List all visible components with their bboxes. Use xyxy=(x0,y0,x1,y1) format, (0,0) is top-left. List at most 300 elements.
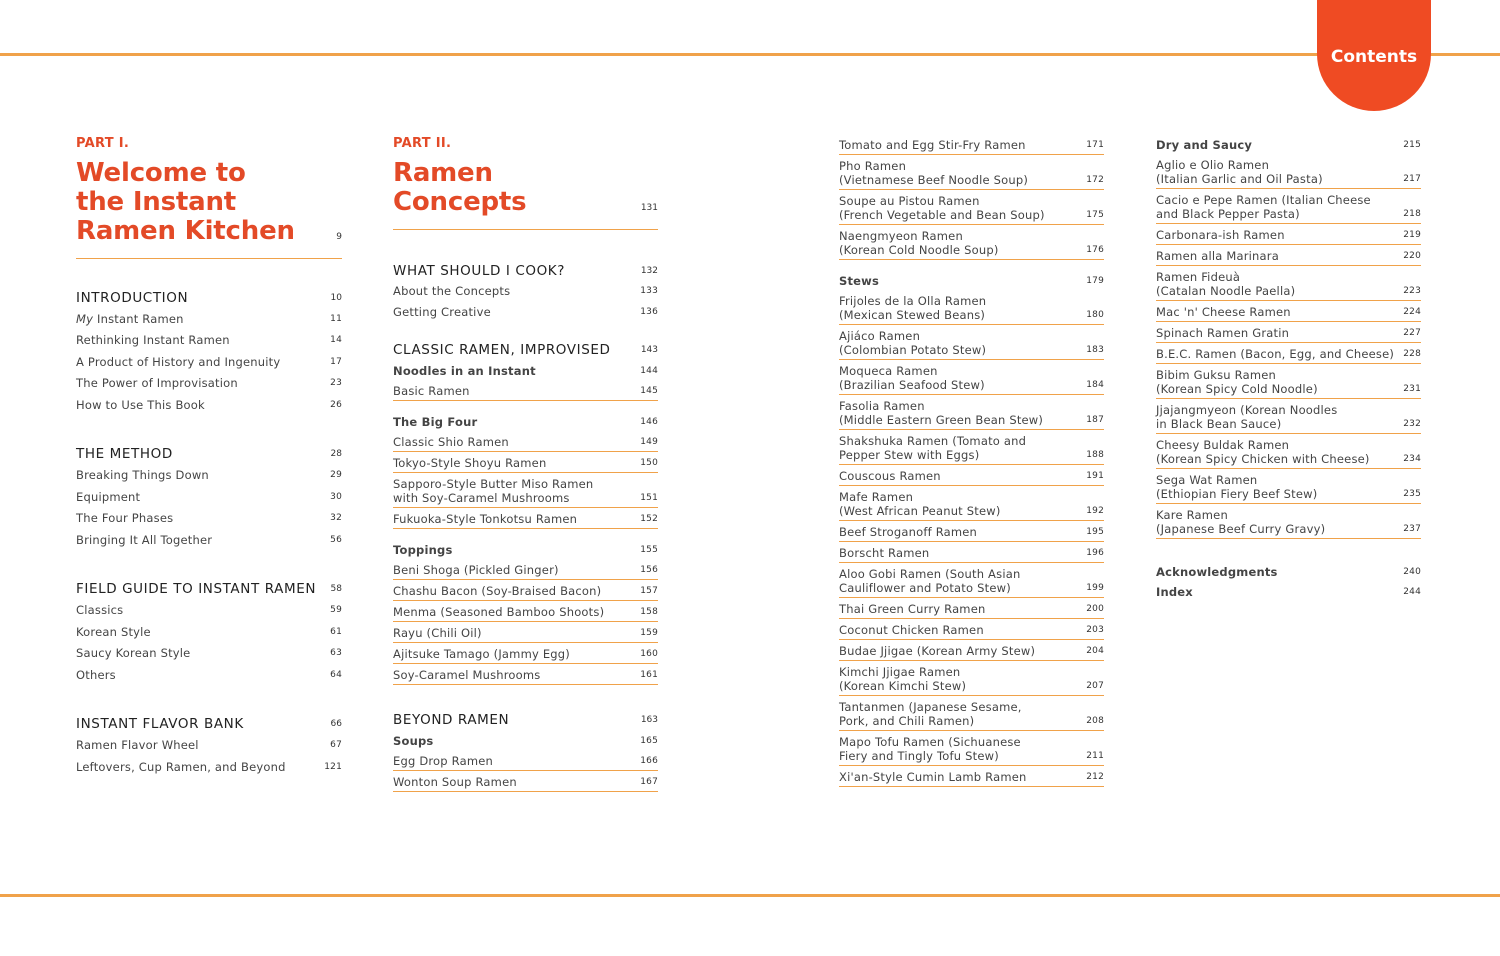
entry-title-emphasis: My xyxy=(76,311,94,326)
page-number: 180 xyxy=(1086,310,1104,320)
entry-title-line: Mafe Ramen xyxy=(839,490,914,504)
entry-title-line: Jjajangmyeon (Korean Noodles xyxy=(1156,403,1338,417)
part-label: PART II. xyxy=(393,136,452,151)
entry-title: Menma (Seasoned Bamboo Shoots) xyxy=(393,605,605,619)
toc-entry xyxy=(839,640,1104,661)
page-number: 157 xyxy=(640,586,658,596)
toc-entry xyxy=(1156,343,1421,364)
section-title: FIELD GUIDE TO INSTANT RAMEN xyxy=(76,581,317,597)
page-number: 29 xyxy=(330,470,342,481)
page-number: 136 xyxy=(640,307,658,317)
entry-title: Spinach Ramen Gratin xyxy=(1156,326,1290,340)
toc-entry xyxy=(76,508,342,530)
entry-title-line: Naengmyeon Ramen xyxy=(839,229,963,243)
page-number: 191 xyxy=(1086,471,1104,481)
toc-entry xyxy=(839,563,1104,598)
entry-title-line: Fiery and Tingly Tofu Stew) xyxy=(839,749,999,763)
entry-title: Thai Green Curry Ramen xyxy=(839,602,986,616)
toc-section xyxy=(76,714,342,778)
page-number: 145 xyxy=(640,386,658,396)
section-heading xyxy=(393,339,658,360)
entry-title xyxy=(1156,158,1323,186)
toc-entry xyxy=(76,621,342,643)
entry-title-line: (Ethiopian Fiery Beef Stew) xyxy=(1156,487,1318,501)
entry-title xyxy=(1156,438,1370,466)
page-number: 61 xyxy=(330,626,342,637)
toc-column-4 xyxy=(1156,134,1421,601)
toc-entry xyxy=(393,473,658,508)
page-number: 121 xyxy=(324,761,342,772)
page-number: 203 xyxy=(1086,625,1104,635)
page-number: 231 xyxy=(1403,384,1421,394)
page-number: 188 xyxy=(1086,450,1104,460)
subsection-title: Noodles in an Instant xyxy=(393,364,536,378)
entry-title: Classic Shio Ramen xyxy=(393,435,509,449)
section-title: INTRODUCTION xyxy=(76,289,189,306)
page-number: 167 xyxy=(640,777,658,787)
part-heading xyxy=(76,159,342,259)
subsection-heading xyxy=(393,730,658,750)
entry-title: Couscous Ramen xyxy=(839,469,941,483)
subsection-title: Stews xyxy=(839,274,880,288)
entry-title-line: in Black Bean Sauce) xyxy=(1156,417,1282,431)
page-number: 234 xyxy=(1403,454,1421,464)
page-number: 161 xyxy=(640,670,658,680)
page-number: 66 xyxy=(330,719,342,729)
toc-entry xyxy=(839,190,1104,225)
section-heading xyxy=(393,260,658,281)
subsection-title: Soups xyxy=(393,734,434,748)
toc-entry xyxy=(393,601,658,622)
page-number: 58 xyxy=(330,584,342,594)
entry-title xyxy=(839,399,1043,427)
toc-entry xyxy=(839,598,1104,619)
entry-title: Bringing It All Together xyxy=(76,532,213,547)
subsection-heading xyxy=(393,539,658,559)
contents-tab-label: Contents xyxy=(1330,46,1418,67)
subsection-title: Dry and Saucy xyxy=(1156,138,1253,152)
entry-title-line: (Mexican Stewed Beans) xyxy=(839,308,986,322)
page-number: 17 xyxy=(330,356,342,367)
entry-title xyxy=(839,364,985,392)
page-number: 184 xyxy=(1086,380,1104,390)
page-number: 165 xyxy=(640,736,658,746)
entry-title: Budae Jjigae (Korean Army Stew) xyxy=(839,644,1036,658)
subsection-heading xyxy=(1156,581,1421,601)
entry-title: Chashu Bacon (Soy-Braised Bacon) xyxy=(393,584,602,598)
page-number: 67 xyxy=(330,740,342,751)
toc-entry xyxy=(393,664,658,685)
subsection-heading xyxy=(1156,561,1421,581)
page-number: 63 xyxy=(330,648,342,659)
entry-title xyxy=(839,700,1022,728)
page-number: 237 xyxy=(1403,524,1421,534)
entry-title: Breaking Things Down xyxy=(76,468,209,483)
entry-title: Leftovers, Cup Ramen, and Beyond xyxy=(76,759,286,774)
subsection-title: Acknowledgments xyxy=(1156,565,1278,579)
toc-column-1 xyxy=(76,136,342,778)
toc-entry xyxy=(76,529,342,551)
entry-title: A Product of History and Ingenuity xyxy=(76,354,281,369)
page-number: 218 xyxy=(1403,209,1421,219)
entry-title-line: Pepper Stew with Eggs) xyxy=(839,448,980,462)
part-heading xyxy=(393,159,658,230)
page-number: 26 xyxy=(330,399,342,410)
section-title: WHAT SHOULD I COOK? xyxy=(393,262,566,279)
toc-entry xyxy=(839,395,1104,430)
entry-title-line: Shakshuka Ramen (Tomato and xyxy=(839,434,1027,448)
page-number: 199 xyxy=(1086,583,1104,593)
toc-entry xyxy=(1156,434,1421,469)
toc-entry xyxy=(1156,301,1421,322)
entry-title: Xi'an-Style Cumin Lamb Ramen xyxy=(839,770,1027,784)
page-number: 30 xyxy=(330,491,342,502)
toc-entry xyxy=(839,360,1104,395)
entry-title-line: (French Vegetable and Bean Soup) xyxy=(839,208,1045,222)
entry-title: Beef Stroganoff Ramen xyxy=(839,525,978,539)
toc-entry xyxy=(839,486,1104,521)
page-number: 223 xyxy=(1403,286,1421,296)
page-number: 155 xyxy=(640,545,658,555)
toc-entry xyxy=(393,622,658,643)
page-number: 179 xyxy=(1086,276,1104,286)
part-title: Welcome to the Instant Ramen Kitchen xyxy=(76,158,295,246)
entry-title-line: Mapo Tofu Ramen (Sichuanese xyxy=(839,735,1021,749)
page-number: 235 xyxy=(1403,489,1421,499)
page-number: 207 xyxy=(1086,681,1104,691)
entry-title xyxy=(839,229,999,257)
toc-entry xyxy=(393,771,658,792)
entry-title-line: (Middle Eastern Green Bean Stew) xyxy=(839,413,1044,427)
toc-entry xyxy=(1156,364,1421,399)
entry-title-line: (Korean Kimchi Stew) xyxy=(839,679,967,693)
page-number: 32 xyxy=(330,513,342,524)
page-number: 160 xyxy=(640,649,658,659)
entry-title: Getting Creative xyxy=(393,305,491,319)
toc-entry xyxy=(839,731,1104,766)
entry-title: Korean Style xyxy=(76,624,151,639)
entry-title-line: Tantanmen (Japanese Sesame, xyxy=(839,700,1022,714)
section-heading xyxy=(76,444,342,465)
toc-entry xyxy=(1156,504,1421,539)
entry-title xyxy=(839,194,1045,222)
section-title: THE METHOD xyxy=(76,446,173,462)
toc-entry xyxy=(76,308,342,330)
entry-title-line: (Korean Spicy Chicken with Cheese) xyxy=(1156,452,1370,466)
page-number: 159 xyxy=(640,628,658,638)
toc-entry xyxy=(76,465,342,487)
entry-title xyxy=(839,665,966,693)
entry-title-line: Cacio e Pepe Ramen (Italian Cheese xyxy=(1156,193,1371,207)
toc-entry xyxy=(839,225,1104,260)
part-title: Ramen Concepts xyxy=(393,158,527,217)
entry-title-line: Sega Wat Ramen xyxy=(1156,473,1258,487)
entry-title-line: Frijoles de la Olla Ramen xyxy=(839,294,987,308)
page-number: 14 xyxy=(330,335,342,346)
entry-title-line: (Korean Cold Noodle Soup) xyxy=(839,243,999,257)
entry-title xyxy=(1156,403,1337,431)
toc-entry xyxy=(393,281,658,302)
entry-title-line: (Vietnamese Beef Noodle Soup) xyxy=(839,173,1029,187)
entry-title-line: Ramen Fideuà xyxy=(1156,270,1241,284)
page-number: 132 xyxy=(640,265,658,276)
entry-title: Rayu (Chili Oil) xyxy=(393,626,482,640)
page-number: 204 xyxy=(1086,646,1104,656)
page-number: 220 xyxy=(1403,251,1421,261)
toc-entry xyxy=(839,661,1104,696)
entry-title: Beni Shoga (Pickled Ginger) xyxy=(393,563,559,577)
toc-entry xyxy=(76,664,342,686)
toc-entry xyxy=(76,373,342,395)
entry-title: Fukuoka-Style Tonkotsu Ramen xyxy=(393,512,578,526)
page-number: 208 xyxy=(1086,716,1104,726)
page-number: 152 xyxy=(640,514,658,524)
toc-entry xyxy=(393,643,658,664)
entry-title xyxy=(393,477,593,505)
entry-title: Wonton Soup Ramen xyxy=(393,775,517,789)
toc-entry xyxy=(839,696,1104,731)
page-number: 143 xyxy=(640,344,658,355)
toc-section xyxy=(76,579,342,686)
page-number: 156 xyxy=(640,565,658,575)
entry-title xyxy=(1156,508,1325,536)
entry-title: About the Concepts xyxy=(393,284,511,298)
page-number: 23 xyxy=(330,378,342,389)
entry-title: Basic Ramen xyxy=(393,384,470,398)
entry-title: Rethinking Instant Ramen xyxy=(76,333,230,348)
toc-entry xyxy=(839,290,1104,325)
entry-title-line: (Italian Garlic and Oil Pasta) xyxy=(1156,172,1323,186)
page-number: 171 xyxy=(1086,140,1104,150)
toc-entry xyxy=(1156,189,1421,224)
page-number: 232 xyxy=(1403,419,1421,429)
entry-title: Mac 'n' Cheese Ramen xyxy=(1156,305,1291,319)
page-number: 9 xyxy=(336,232,342,242)
entry-title-line: Kare Ramen xyxy=(1156,508,1228,522)
contents-tab xyxy=(1317,0,1431,111)
entry-title-line: with Soy-Caramel Mushrooms xyxy=(393,491,570,505)
entry-title-rest: Instant Ramen xyxy=(93,311,184,326)
toc-entry xyxy=(1156,224,1421,245)
section-heading xyxy=(76,579,342,600)
entry-title: Equipment xyxy=(76,489,141,504)
page-number: 192 xyxy=(1086,506,1104,516)
toc-section xyxy=(76,287,342,416)
entry-title xyxy=(839,567,1020,595)
entry-title xyxy=(839,735,1021,763)
toc-entry xyxy=(1156,245,1421,266)
toc-section xyxy=(393,709,658,792)
page-number: 227 xyxy=(1403,328,1421,338)
section-title: CLASSIC RAMEN, IMPROVISED xyxy=(393,341,611,358)
page-number: 195 xyxy=(1086,527,1104,537)
entry-title: Egg Drop Ramen xyxy=(393,754,493,768)
page-number: 64 xyxy=(330,669,342,680)
top-rule xyxy=(0,53,1500,56)
entry-title: Ramen alla Marinara xyxy=(1156,249,1279,263)
entry-title-line: Fasolia Ramen xyxy=(839,399,925,413)
section-heading xyxy=(76,714,342,735)
entry-title xyxy=(1156,473,1317,501)
entry-title xyxy=(839,434,1026,462)
page-number: 196 xyxy=(1086,548,1104,558)
entry-title xyxy=(839,159,1028,187)
page-number: 10 xyxy=(330,292,342,303)
toc-entry xyxy=(393,452,658,473)
entry-title: Tomato and Egg Stir-Fry Ramen xyxy=(839,138,1026,152)
subsection-title: Index xyxy=(1156,585,1193,599)
page-number: 212 xyxy=(1086,772,1104,782)
toc-entry xyxy=(76,600,342,622)
section-heading xyxy=(393,709,658,730)
toc-entry xyxy=(76,486,342,508)
entry-title: Soy-Caramel Mushrooms xyxy=(393,668,541,682)
entry-title-line: Aloo Gobi Ramen (South Asian xyxy=(839,567,1021,581)
page-number: 149 xyxy=(640,437,658,447)
page-number: 211 xyxy=(1086,751,1104,761)
page-number: 224 xyxy=(1403,307,1421,317)
entry-title: How to Use This Book xyxy=(76,397,205,412)
toc-column-2 xyxy=(393,136,658,792)
page-number: 150 xyxy=(640,458,658,468)
page-number: 172 xyxy=(1086,175,1104,185)
entry-title-line: and Black Pepper Pasta) xyxy=(1156,207,1300,221)
entry-title-line: Cauliflower and Potato Stew) xyxy=(839,581,1011,595)
toc-entry xyxy=(76,394,342,416)
toc-entry xyxy=(839,521,1104,542)
entry-title-line: Aglio e Olio Ramen xyxy=(1156,158,1270,172)
toc-entry xyxy=(393,508,658,529)
entry-title-line: (Colombian Potato Stew) xyxy=(839,343,987,357)
page-number: 163 xyxy=(640,714,658,725)
entry-title xyxy=(839,329,986,357)
page-number: 200 xyxy=(1086,604,1104,614)
toc-entry xyxy=(393,302,658,323)
entry-title: Carbonara-ish Ramen xyxy=(1156,228,1285,242)
page-number: 244 xyxy=(1403,587,1421,597)
entry-title: Tokyo-Style Shoyu Ramen xyxy=(393,456,547,470)
entry-title-line: Soupe au Pistou Ramen xyxy=(839,194,980,208)
page-number: 56 xyxy=(330,534,342,545)
toc-entry xyxy=(1156,154,1421,189)
toc-entry xyxy=(839,766,1104,787)
toc-entry xyxy=(1156,322,1421,343)
page-number: 240 xyxy=(1403,567,1421,577)
toc-section xyxy=(76,444,342,551)
toc-entry xyxy=(1156,399,1421,434)
page-number: 146 xyxy=(640,417,658,427)
page-number: 215 xyxy=(1403,140,1421,150)
toc-entry xyxy=(1156,469,1421,504)
entry-title: Others xyxy=(76,667,116,682)
page-number: 183 xyxy=(1086,345,1104,355)
page-number: 228 xyxy=(1403,349,1421,359)
entry-title-line: Pork, and Chili Ramen) xyxy=(839,714,975,728)
entry-title-line: (West African Peanut Stew) xyxy=(839,504,1001,518)
part-label: PART I. xyxy=(76,136,130,151)
toc-entry xyxy=(1156,266,1421,301)
toc-entry xyxy=(839,430,1104,465)
subsection-heading xyxy=(393,360,658,380)
entry-title-line: Moqueca Ramen xyxy=(839,364,938,378)
section-title: BEYOND RAMEN xyxy=(393,711,510,728)
entry-title: Coconut Chicken Ramen xyxy=(839,623,984,637)
entry-title-line: Bibim Guksu Ramen xyxy=(1156,368,1276,382)
bottom-rule xyxy=(0,894,1500,897)
page-number: 219 xyxy=(1403,230,1421,240)
subsection-title: The Big Four xyxy=(393,415,478,429)
entry-title xyxy=(1156,270,1295,298)
entry-title-line: (Japanese Beef Curry Gravy) xyxy=(1156,522,1326,536)
entry-title: Ajitsuke Tamago (Jammy Egg) xyxy=(393,647,570,661)
entry-title-line: Ajiáco Ramen xyxy=(839,329,921,343)
toc-entry xyxy=(393,559,658,580)
toc-entry xyxy=(76,351,342,373)
toc-entry xyxy=(839,155,1104,190)
entry-title-line: Sapporo-Style Butter Miso Ramen xyxy=(393,477,594,491)
toc-column-3 xyxy=(839,134,1104,787)
page-number: 151 xyxy=(640,493,658,503)
entry-title: Borscht Ramen xyxy=(839,546,930,560)
section-list xyxy=(76,287,342,778)
page-number: 131 xyxy=(640,203,658,213)
entry-title: The Four Phases xyxy=(76,511,174,526)
page-number: 175 xyxy=(1086,210,1104,220)
entry-title-line: Pho Ramen xyxy=(839,159,907,173)
entry-title xyxy=(1156,368,1318,396)
subsection-heading xyxy=(393,411,658,431)
entry-title-line: (Korean Spicy Cold Noodle) xyxy=(1156,382,1318,396)
toc-entry xyxy=(76,643,342,665)
subsection-heading xyxy=(1156,134,1421,154)
entry-title-line: (Catalan Noodle Paella) xyxy=(1156,284,1296,298)
subsection-title: Toppings xyxy=(393,543,453,557)
page-number: 59 xyxy=(330,605,342,616)
toc-section xyxy=(393,260,658,323)
entry-title xyxy=(76,312,184,326)
toc-entry xyxy=(393,580,658,601)
toc-entry xyxy=(839,134,1104,155)
toc-entry xyxy=(393,380,658,401)
section-title: INSTANT FLAVOR BANK xyxy=(76,716,244,732)
page-number: 176 xyxy=(1086,245,1104,255)
entry-title-line: (Brazilian Seafood Stew) xyxy=(839,378,985,392)
toc-section xyxy=(393,339,658,685)
entry-title: Saucy Korean Style xyxy=(76,646,191,661)
toc-entry xyxy=(839,619,1104,640)
page-number: 158 xyxy=(640,607,658,617)
entry-title xyxy=(1156,193,1371,221)
toc-entry xyxy=(839,465,1104,486)
page-number: 166 xyxy=(640,756,658,766)
page-number: 217 xyxy=(1403,174,1421,184)
toc-entry xyxy=(76,330,342,352)
entry-title: B.E.C. Ramen (Bacon, Egg, and Cheese) xyxy=(1156,347,1395,361)
toc-entry xyxy=(839,325,1104,360)
toc-entry xyxy=(76,735,342,757)
toc-entry xyxy=(393,750,658,771)
page-number: 144 xyxy=(640,366,658,376)
page-number: 187 xyxy=(1086,415,1104,425)
entry-title: Ramen Flavor Wheel xyxy=(76,738,199,753)
section-list xyxy=(393,260,658,792)
entry-title xyxy=(839,294,986,322)
toc-entry xyxy=(393,431,658,452)
entry-title xyxy=(839,490,1001,518)
entry-title: The Power of Improvisation xyxy=(76,376,238,391)
toc-entry xyxy=(839,542,1104,563)
entry-title: Classics xyxy=(76,603,124,618)
